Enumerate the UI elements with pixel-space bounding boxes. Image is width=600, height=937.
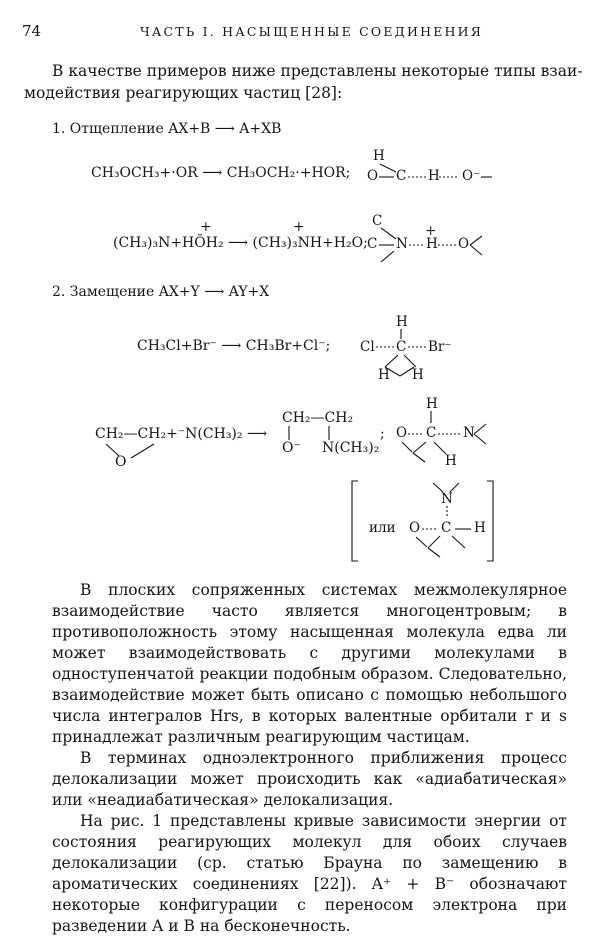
struct4-ring-bottom [413, 453, 425, 462]
struct2-bond-o-up [470, 236, 482, 245]
intro-line-2: модействия реагирующих частиц [28]: [24, 84, 343, 102]
bracket-right [487, 481, 493, 561]
struct2-bond-ctop-n [381, 228, 396, 239]
struct5-c: C [441, 520, 452, 536]
struct2-n: N [396, 236, 408, 252]
struct3-c: C [396, 339, 407, 355]
struct5-bond-n-left [433, 483, 443, 492]
struct4-h-br: H [445, 453, 457, 469]
struct4-n: N [463, 425, 475, 441]
struct3-h-bl: H [378, 367, 390, 383]
eq4-epoxide-left [106, 444, 119, 456]
struct3-bond-c-hbl [385, 355, 398, 367]
struct2-plus: + [425, 223, 437, 239]
struct4-bond-c-h [434, 442, 446, 454]
struct4-bond-c-left [413, 442, 426, 453]
equation-4-semicolon: ; [380, 426, 385, 442]
struct3-cl: Cl [360, 339, 375, 355]
equation-4-left: CH₂—CH₂+⁻N(CH₃)₂ ⟶ [95, 426, 268, 442]
section-1-title: 1. Отщепление AX+B ⟶ A+XB [52, 121, 282, 137]
equation-2-plus-b: + [293, 219, 305, 235]
equation-4-right-top: CH₂—CH₂ [282, 410, 354, 426]
struct3-bond-c-hbr [404, 355, 416, 367]
section-2-title: 2. Замещение AX+Y ⟶ AY+X [52, 284, 270, 300]
paragraph-3: На рис. 1 представлены кривые зависимости энергии от состояния реагирующих молекул для обоих случаев делокализации (ср. статью Брауна по замещению в ароматических соединениях [22]). A⁺ + B⁻ обозначают некоторые конфигурации с переносом электрона при разведении A и B на бесконечность. [52, 812, 567, 935]
struct5-bond-o-ring [416, 537, 427, 547]
paragraph-1: В плоских сопряженных системах межмолекулярное взаимодействие часто является многоцентровым; в противоположность этому насыщенная молекула едва ли может взаимодействовать с другими молекулами в одноступенчатой реакции подобным образом. Следовательно, взаимодействие может быть описано с помощью небольшого числа интегралов Hrs, в которых валентные орбитали r и s принадлежат различным реагирующим частицам. [52, 581, 567, 746]
struct4-c: C [426, 425, 437, 441]
struct5-bond-c-right [452, 536, 465, 548]
struct5-bond-n-right [450, 483, 459, 492]
struct5-ring-bottom [428, 548, 440, 557]
struct3-bond-ring-b [400, 367, 414, 376]
alt-label: или [369, 520, 396, 536]
struct1-o2: O⁻ [462, 168, 481, 184]
struct5-h: H [474, 520, 486, 536]
intro-line-1: В качестве примеров ниже представлены некоторые типы взаи- [52, 62, 583, 80]
struct4-bond-n-down [474, 434, 486, 444]
page-number: 74 [22, 22, 42, 40]
equation-1: CH₃OCH₃+·OR ⟶ CH₃OCH₂·+HOR; [91, 165, 351, 181]
struct1-c: C [396, 168, 407, 184]
eq4-epoxide-right [131, 444, 154, 458]
struct3-br: Br⁻ [428, 339, 452, 355]
struct5-n: N [441, 491, 453, 507]
struct3-h-top: H [396, 314, 408, 330]
struct2-c-top: C [372, 213, 383, 229]
struct4-bond-n-up [474, 424, 486, 434]
bracket-left [352, 481, 358, 561]
equation-3: CH₃Cl+Br⁻ ⟶ CH₃Br+Cl⁻; [137, 338, 331, 354]
equation-4-right-n: N(CH₃)₂ [322, 440, 380, 456]
struct5-bond-c-left [428, 536, 440, 548]
running-title: ЧАСТЬ I. НАСЫЩЕННЫЕ СОЕДИНЕНИЯ [140, 24, 484, 39]
equation-2-plus-a: + [200, 219, 212, 235]
struct1-bond-h-c [380, 164, 396, 172]
struct4-o: O [396, 425, 408, 441]
struct2-bond-n-cbot [381, 251, 394, 262]
struct2-o: O [458, 236, 470, 252]
equation-4-epoxide-o: O [115, 454, 127, 470]
struct3-bond-ring-a [385, 367, 400, 376]
struct5-o: O [409, 520, 421, 536]
struct1-h: H [373, 148, 385, 164]
struct2-h: H [426, 236, 438, 252]
struct4-h-top: H [426, 396, 438, 412]
equation-2: (CH₃)₃N+HŎH₂ ⟶ (CH₃)₃NH+H₂O; [113, 235, 368, 251]
struct1-h2: H [428, 168, 440, 184]
paragraph-2: В терминах одноэлектронного приближения процесс делокализации может происходить как «адиабатическая» или «неадиабатическая» делокализация. [52, 749, 567, 809]
equation-4-right-o: O⁻ [282, 440, 301, 456]
struct3-h-br: H [412, 367, 424, 383]
struct1-o: O [367, 168, 379, 184]
struct2-bond-o-down [470, 245, 482, 255]
struct4-bond-o-ring [402, 442, 412, 452]
struct2-c-left: C [367, 236, 378, 252]
body-text [52, 580, 567, 937]
